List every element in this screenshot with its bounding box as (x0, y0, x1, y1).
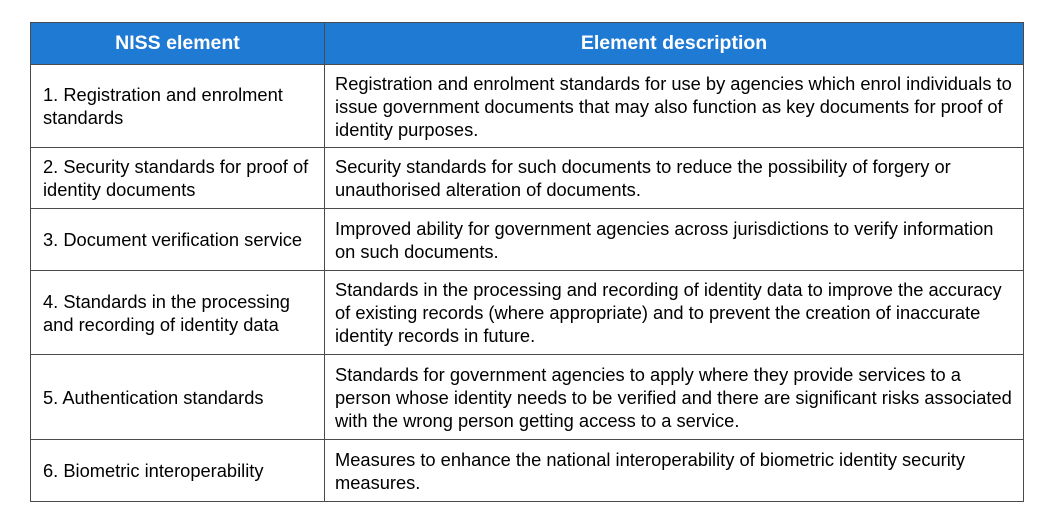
description-cell: Measures to enhance the national interoperability of biometric identity security measures. (325, 440, 1024, 502)
element-cell: 1. Registration and enrolment standards (31, 65, 325, 148)
table-row (31, 148, 1024, 209)
description-cell: Improved ability for government agencies across jurisdictions to verify information on such documents. (325, 209, 1024, 271)
element-cell: 5. Authentication standards (31, 355, 325, 440)
table-row (31, 440, 1024, 502)
table-row (31, 65, 1024, 148)
element-cell: 3. Document verification service (31, 209, 325, 271)
table-row (31, 271, 1024, 355)
description-cell: Security standards for such documents to reduce the possibility of forgery or unauthorised alteration of documents. (325, 148, 1024, 209)
table-header (31, 23, 1024, 65)
description-cell: Standards for government agencies to apply where they provide services to a person whose identity needs to be verified and there are significant risks associated with the wrong person getting access to a service. (325, 355, 1024, 440)
description-cell: Registration and enrolment standards for use by agencies which enrol individuals to issue government documents that may also function as key documents for proof of identity purposes. (325, 65, 1024, 148)
header-niss-element: NISS element (31, 23, 325, 65)
table-body (31, 65, 1024, 502)
table-row (31, 209, 1024, 271)
header-row (31, 23, 1024, 65)
element-cell: 4. Standards in the processing and recording of identity data (31, 271, 325, 355)
description-cell: Standards in the processing and recording of identity data to improve the accuracy of existing records (where appropriate) and to prevent the creation of inaccurate identity records in future. (325, 271, 1024, 355)
element-cell: 2. Security standards for proof of identity documents (31, 148, 325, 209)
niss-elements-table (30, 22, 1024, 502)
table-row (31, 355, 1024, 440)
header-element-description: Element description (325, 23, 1024, 65)
element-cell: 6. Biometric interoperability (31, 440, 325, 502)
